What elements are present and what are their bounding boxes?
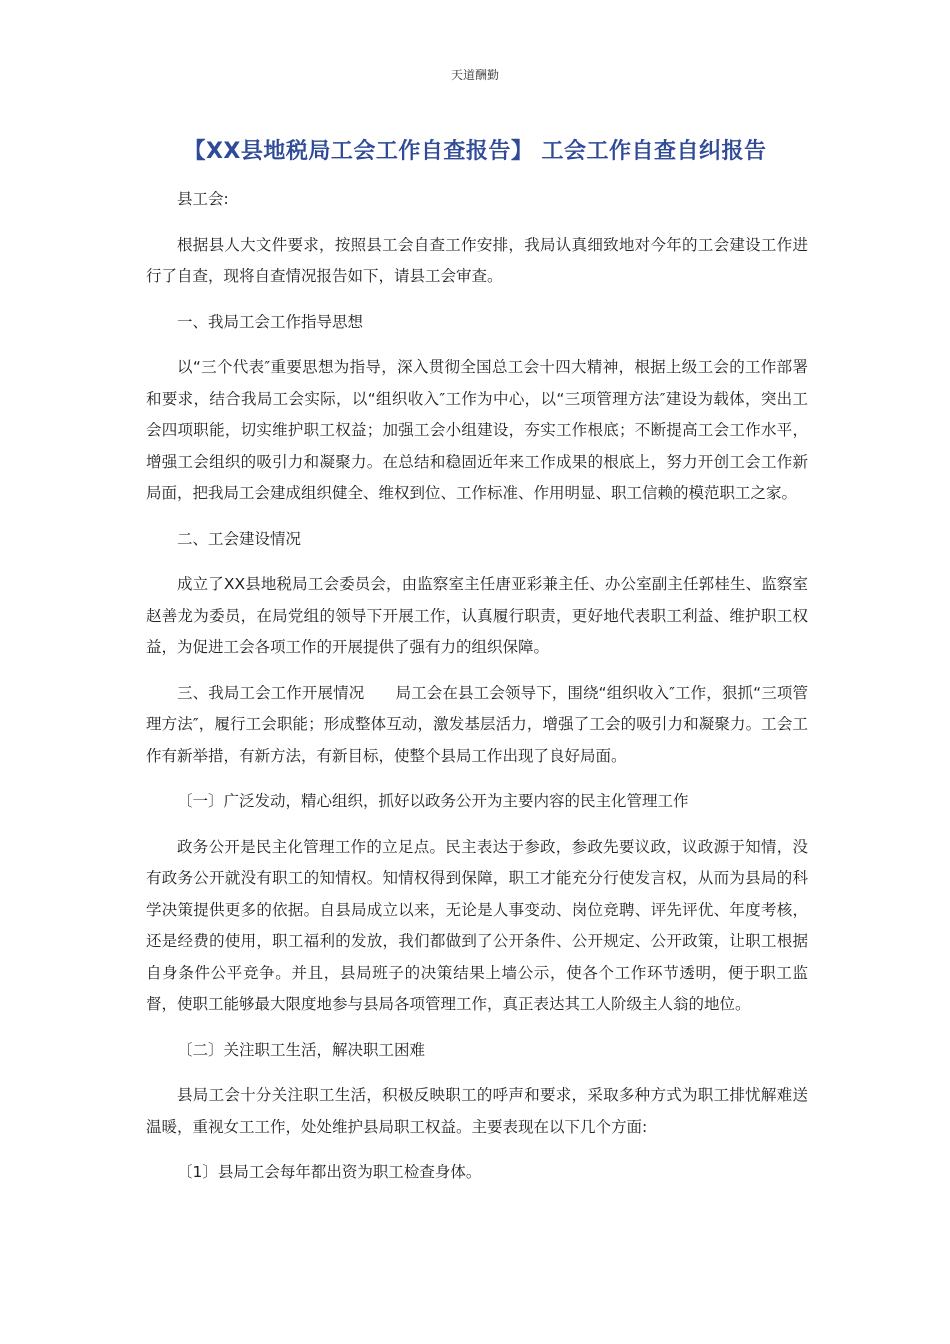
paragraph: 成立了XX县地税局工会委员会，由监察室主任唐亚彩兼主任、办公室副主任郭桂生、监察室赵善龙为委员，在局党组的领导下开展工作，认真履行职责，更好地代表职工利益、维护职工权益，为促进工会各项工作的开展提供了强有力的组织保障。: [146, 575, 808, 656]
document-title: 【XX县地税局工会工作自查报告】 工会工作自查自纠报告: [183, 139, 767, 164]
salutation: 县工会:: [177, 190, 229, 208]
list-item: 〔1〕县局工会每年都出资为职工检查身体。: [177, 1163, 482, 1181]
paragraph: 根据县人大文件要求，按照县工会自查工作安排，我局认真细致地对今年的工会建设工作进行了自查，现将自查情况报告如下，请县工会审查。: [146, 235, 808, 285]
section-heading: 二、工会建设情况: [177, 529, 302, 548]
subsection-heading: 〔一〕广泛发动，精心组织，抓好以政务公开为主要内容的民主化管理工作: [177, 792, 689, 810]
paragraph: 县局工会十分关注职工生活，积极反映职工的呼声和要求，采取多种方式为职工排忧解难送温暖，重视女工工作，处处维护县局职工权益。主要表现在以下几个方面:: [146, 1086, 808, 1136]
page-header-text: 天道酬勤: [450, 68, 499, 82]
paragraph: 三、我局工会工作开展情况 局工会在县工会领导下，围绕“组织收入″工作，狠抓“三项管理方法″，履行工会职能；形成整体互动，激发基层活力，增强了工会的吸引力和凝聚力。工会工作有新举措，有新方法，有新目标，使整个县局工作出现了良好局面。: [146, 683, 808, 765]
document-body: [146, 184, 808, 1203]
paragraph: 政务公开是民主化管理工作的立足点。民主表达于参政，参政先要议政，议政源于知情，没有政务公开就没有职工的知情权。知情权得到保障，职工才能充分行使发言权，从而为县局的科学决策提供更多的依据。自县局成立以来，无论是人事变动、岗位竞聘、评先评优、年度考核，还是经费的使用，职工福利的发放，我们都做到了公开条件、公开规定、公开政策，让职工根据自身条件公平竞争。并且，县局班子的决策结果上墙公示，使各个工作环节透明，便于职工监督，使职工能够最大限度地参与县局各项管理工作，真正表达其工人阶级主人翁的地位。: [146, 837, 808, 1013]
subsection-heading: 〔二〕关注职工生活，解决职工困难: [177, 1040, 426, 1059]
paragraph: 以“三个代表″重要思想为指导，深入贯彻全国总工会十四大精神，根据上级工会的工作部署和要求，结合我局工会实际，以“组织收入″工作为中心，以“三项管理方法″建设为载体，突出工会四项职能，切实维护职工权益；加强工会小组建设，夯实工作根底；不断提高工会工作水平，增强工会组织的吸引力和凝聚力。在总结和稳固近年来工作成果的根底上，努力开创工会工作新局面，把我局工会建成组织健全、维权到位、工作标准、作用明显、职工信赖的模范职工之家。: [146, 358, 808, 502]
section-heading: 一、我局工会工作指导思想: [177, 312, 364, 331]
